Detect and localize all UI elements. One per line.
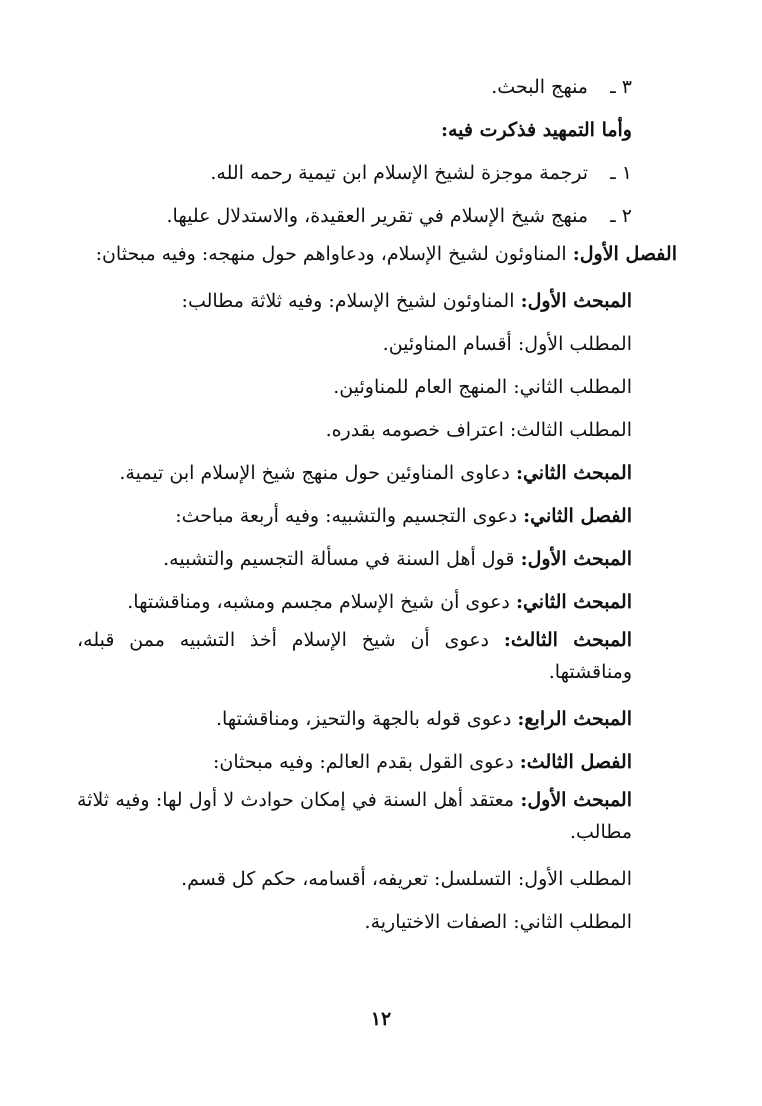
section-text: دعوى أن شيخ الإسلام أخذ التشبيه ممن قبله، ومناقشتها. <box>77 629 632 683</box>
subsection-text: المطلب الثالث: اعتراف خصومه بقدره. <box>325 419 632 441</box>
section-3-1 <box>77 784 677 848</box>
section-text: دعاوى المناوئين حول منهج شيخ الإسلام ابن تيمية. <box>119 462 510 484</box>
chapter-text: دعوى القول بقدم العالم: وفيه مبحثان: <box>213 751 514 773</box>
subsection-text: المطلب الثاني: المنهج العام للمناوئين. <box>333 376 632 398</box>
heading-label: وأما التمهيد فذكرت فيه: <box>440 119 632 141</box>
chapter-label: الفصل الثاني: <box>523 505 632 527</box>
subsection-3-1-1 <box>77 858 677 901</box>
section-text: معتقد أهل السنة في إمكان حوادث لا أول لها: وفيه ثلاثة مطالب. <box>77 789 632 843</box>
chapter-3 <box>77 741 677 784</box>
list-text: منهج البحث. <box>491 76 588 98</box>
document-body <box>77 66 677 944</box>
section-2-1 <box>77 538 677 581</box>
list-text: ترجمة موجزة لشيخ الإسلام ابن تيمية رحمه الله. <box>210 162 588 184</box>
chapter-text: المناوئون لشيخ الإسلام، ودعاواهم حول منهجه: وفيه مبحثان: <box>95 243 567 265</box>
subsection-text: المطلب الأول: التسلسل: تعريفه، أقسامه، حكم كل قسم. <box>181 868 632 890</box>
list-number: ٣ ـ <box>610 76 632 98</box>
subsection-text: المطلب الثاني: الصفات الاختيارية. <box>364 911 632 933</box>
section-label: المبحث الأول: <box>520 789 633 811</box>
chapter-label: الفصل الثالث: <box>519 751 632 773</box>
list-item-1 <box>77 152 677 195</box>
chapter-text: دعوى التجسيم والتشبيه: وفيه أربعة مباحث: <box>175 505 518 527</box>
subsection-1-1-1 <box>77 323 677 366</box>
subsection-3-1-2 <box>77 901 677 944</box>
section-label: المبحث الثالث: <box>503 629 633 651</box>
section-1-1 <box>77 280 677 323</box>
section-text: المناوئون لشيخ الإسلام: وفيه ثلاثة مطالب: <box>181 290 515 312</box>
list-number: ٢ ـ <box>610 205 632 227</box>
chapter-1 <box>77 238 677 270</box>
list-number: ١ ـ <box>610 162 632 184</box>
section-text: دعوى قوله بالجهة والتحيز، ومناقشتها. <box>215 708 512 730</box>
list-item-3 <box>77 66 677 109</box>
subsection-1-1-3 <box>77 409 677 452</box>
subsection-text: المطلب الأول: أقسام المناوئين. <box>382 333 632 355</box>
chapter-label: الفصل الأول: <box>572 243 677 265</box>
introduction-heading <box>77 109 677 152</box>
list-text: منهج شيخ الإسلام في تقرير العقيدة، والاستدلال عليها. <box>166 205 588 227</box>
section-text: دعوى أن شيخ الإسلام مجسم ومشبه، ومناقشتها. <box>127 591 510 613</box>
section-1-2 <box>77 452 677 495</box>
section-label: المبحث الأول: <box>520 290 632 312</box>
subsection-1-1-2 <box>77 366 677 409</box>
section-2-2 <box>77 581 677 624</box>
page-number: ١٢ <box>370 1008 392 1030</box>
section-label: المبحث الرابع: <box>517 708 632 730</box>
section-2-3 <box>77 624 677 688</box>
section-label: المبحث الثاني: <box>515 462 632 484</box>
section-label: المبحث الأول: <box>520 548 632 570</box>
section-label: المبحث الثاني: <box>515 591 632 613</box>
section-text: قول أهل السنة في مسألة التجسيم والتشبيه. <box>163 548 515 570</box>
list-item-2 <box>77 195 677 238</box>
section-2-4 <box>77 698 677 741</box>
chapter-2 <box>77 495 677 538</box>
